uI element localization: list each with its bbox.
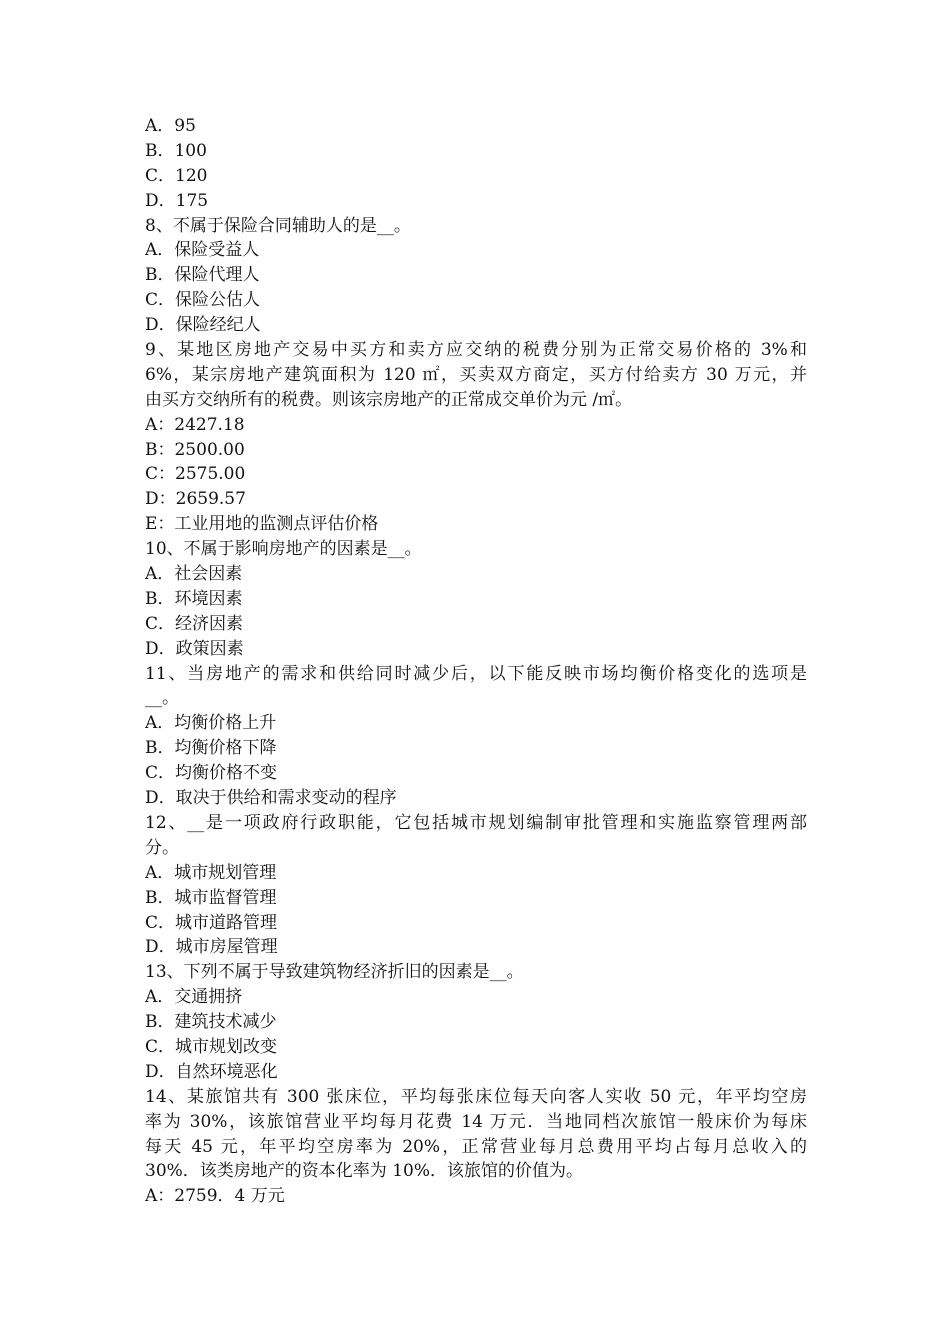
q14-option-a: A：2759．4 万元 xyxy=(145,1186,285,1207)
q8-stem: 8、不属于保险合同辅助人的是__。 xyxy=(145,215,411,236)
q14-stem-line: 14、某旅馆共有 300 张床位，平均每张床位每天向客人实收 50 元，年平均空房 xyxy=(145,1086,807,1107)
q10-option-d: D．政策因素 xyxy=(145,638,244,659)
q9-option-a: A：2427.18 xyxy=(145,414,245,435)
q14-stem-line: 30%．该类房地产的资本化率为 10%．该旅馆的价值为。 xyxy=(145,1161,583,1182)
q11-option-b: B．均衡价格下降 xyxy=(145,738,277,759)
q11-option-d: D．取决于供给和需求变动的程序 xyxy=(145,788,397,809)
q7-option-d: D．175 xyxy=(145,190,209,211)
q8-option-b: B．保险代理人 xyxy=(145,265,260,286)
q9-option-b: B：2500.00 xyxy=(145,439,245,460)
q10-option-b: B．环境因素 xyxy=(145,588,243,609)
q14-stem-line: 每天 45 元，年平均空房率为 20%，正常营业每月总费用平均占每月总收入的 xyxy=(145,1136,807,1157)
q10-stem: 10、不属于影响房地产的因素是__。 xyxy=(145,539,422,560)
q9-option-c: C：2575.00 xyxy=(145,464,246,485)
q12-stem-line: 12、__是一项政府行政职能，它包括城市规划编制审批管理和实施监察管理两部 xyxy=(145,812,807,833)
q14-stem xyxy=(145,1085,807,1185)
q12-option-c: C．城市道路管理 xyxy=(145,912,278,933)
q9-stem xyxy=(145,338,807,413)
q11-option-c: C．均衡价格不变 xyxy=(145,763,278,784)
q8-option-d: D．保险经纪人 xyxy=(145,315,261,336)
q10-option-a: A．社会因素 xyxy=(145,564,243,585)
question-list xyxy=(145,114,807,1209)
q11-stem-line: __。 xyxy=(145,688,179,709)
q11-stem-line: 11、当房地产的需求和供给同时减少后，以下能反映市场均衡价格变化的选项是 xyxy=(145,663,807,684)
q7-option-b: B．100 xyxy=(145,140,207,161)
q9-stem-line: 9、某地区房地产交易中买方和卖方应交纳的税费分别为正常交易价格的 3%和 xyxy=(145,340,807,361)
q13-option-d: D．自然环境恶化 xyxy=(145,1061,278,1082)
q12-option-d: D．城市房屋管理 xyxy=(145,937,278,958)
q13-option-b: B．建筑技术减少 xyxy=(145,1012,277,1033)
q12-stem xyxy=(145,811,807,861)
q12-option-a: A．城市规划管理 xyxy=(145,862,277,883)
q14-stem-line: 率为 30%，该旅馆营业平均每月花费 14 万元．当地同档次旅馆一般床价为每床 xyxy=(145,1111,807,1132)
q8-option-c: C．保险公估人 xyxy=(145,290,261,311)
q8-option-a: A．保险受益人 xyxy=(145,240,260,261)
q7-option-c: C．120 xyxy=(145,165,208,186)
q9-stem-line: 6%，某宗房地产建筑面积为 120 ㎡，买卖双方商定，买方付给卖方 30 万元，并 xyxy=(145,364,807,385)
q13-option-c: C．城市规划改变 xyxy=(145,1036,278,1057)
q9-stem-line: 由买方交纳所有的税费。则该宗房地产的正常成交单价为元 /㎡。 xyxy=(145,389,633,410)
q9-option-e: E：工业用地的监测点评估价格 xyxy=(145,514,379,535)
q12-stem-line: 分。 xyxy=(145,837,179,858)
q12-option-b: B．城市监督管理 xyxy=(145,887,277,908)
q7-option-a: A．95 xyxy=(145,116,196,136)
q13-stem: 13、下列不属于导致建筑物经济折旧的因素是__。 xyxy=(145,962,524,983)
q13-option-a: A．交通拥挤 xyxy=(145,987,243,1008)
q10-option-c: C．经济因素 xyxy=(145,613,244,634)
q9-option-d: D：2659.57 xyxy=(145,489,246,510)
q11-stem xyxy=(145,662,807,712)
q11-option-a: A．均衡价格上升 xyxy=(145,713,277,734)
